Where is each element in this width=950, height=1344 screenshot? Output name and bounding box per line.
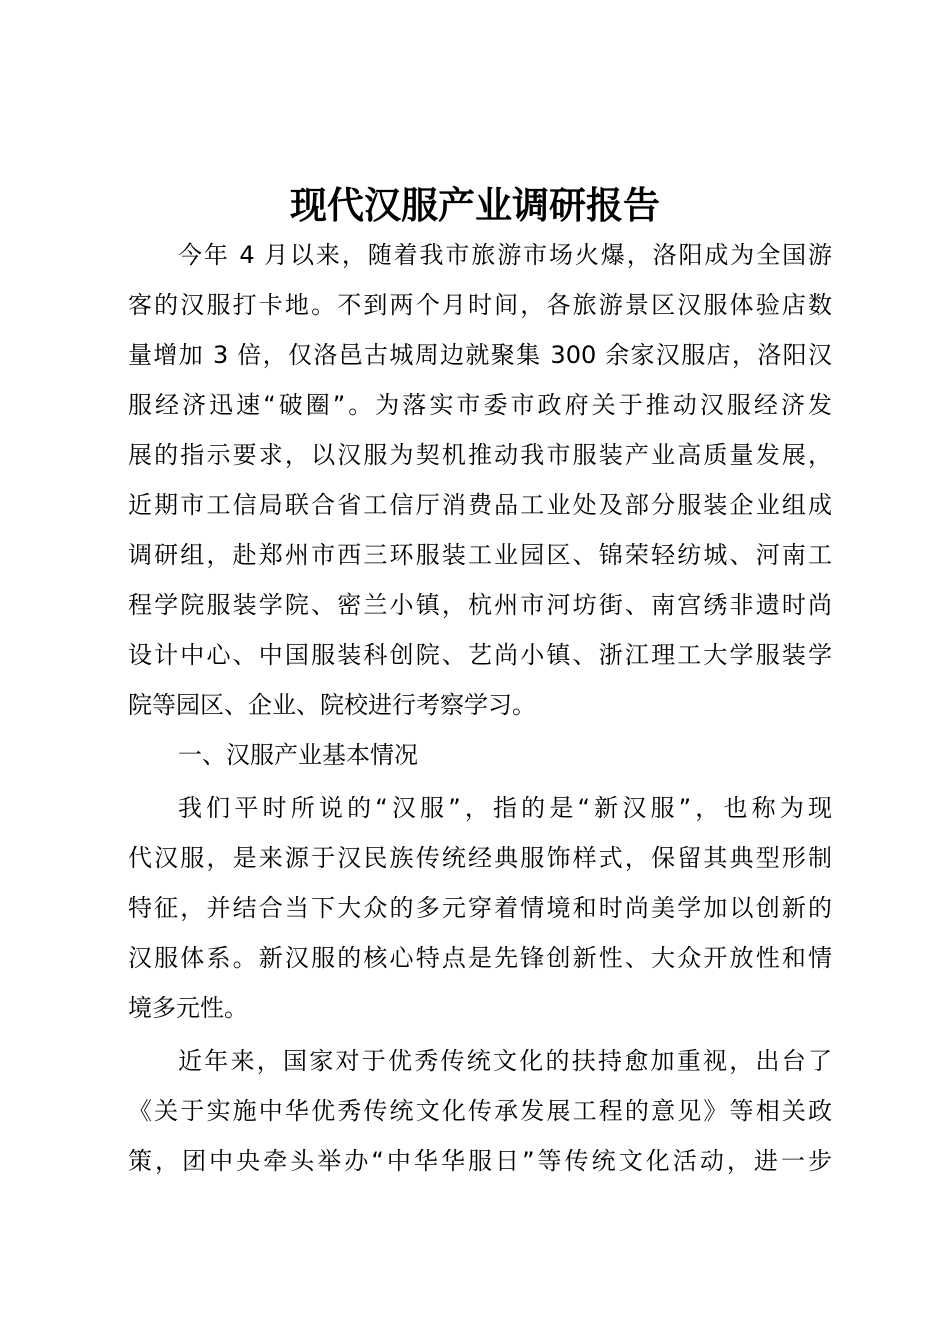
text-line: 特征，并结合当下大众的多元穿着情境和时尚美学加以创新的: [128, 894, 832, 922]
text-line: 院等园区、企业、院校进行考察学习。: [128, 691, 536, 719]
text-line: 设计中心、中国服装科创院、艺尚小镇、浙江理工大学服装学: [128, 641, 832, 669]
text-line: 我们平时所说的“汉服”，指的是“新汉服”，也称为现: [178, 794, 832, 822]
text-line: 汉服体系。新汉服的核心特点是先锋创新性、大众开放性和情: [128, 944, 832, 972]
text-line: 展的指示要求，以汉服为契机推动我市服装产业高质量发展，: [128, 441, 832, 469]
text-line: 量增加 3 倍，仅洛邑古城周边就聚集 300 余家汉服店，洛阳汉: [128, 341, 832, 369]
text-line: 服经济迅速“破圈”。为落实市委市政府关于推动汉服经济发: [128, 391, 832, 419]
text-line: 代汉服，是来源于汉民族传统经典服饰样式，保留其典型形制: [128, 844, 832, 872]
text-line: 程学院服装学院、密兰小镇，杭州市河坊街、南宫绣非遗时尚: [128, 591, 832, 619]
document-body: [128, 230, 832, 1189]
paragraph: [128, 1036, 832, 1186]
text-line: 近年来，国家对于优秀传统文化的扶持愈加重视，出台了: [178, 1047, 832, 1075]
text-line: 一、汉服产业基本情况: [178, 741, 418, 769]
paragraph: [128, 730, 832, 780]
text-line: 境多元性。: [128, 994, 248, 1022]
paragraph: [128, 783, 832, 1033]
paragraph: [128, 230, 832, 730]
document-title: 现代汉服产业调研报告: [290, 183, 660, 227]
text-line: 客的汉服打卡地。不到两个月时间，各旅游景区汉服体验店数: [128, 291, 832, 319]
text-line: 近期市工信局联合省工信厅消费品工业处及部分服装企业组成: [128, 491, 832, 519]
text-line: 调研组，赴郑州市西三环服装工业园区、锦荣轻纺城、河南工: [128, 541, 832, 569]
text-line: 今年 4 月以来，随着我市旅游市场火爆，洛阳成为全国游: [178, 241, 832, 269]
text-line: 策，团中央牵头举办“中华华服日”等传统文化活动，进一步: [128, 1147, 832, 1175]
text-line: 《关于实施中华优秀传统文化传承发展工程的意见》等相关政: [128, 1097, 832, 1125]
